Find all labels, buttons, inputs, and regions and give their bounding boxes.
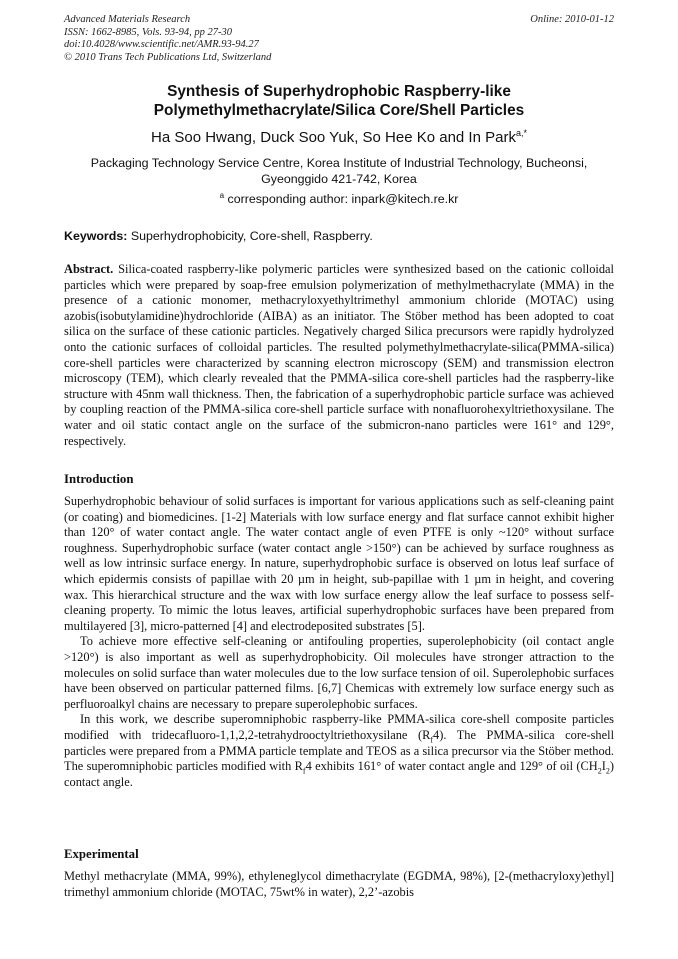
introduction-body <box>64 494 614 790</box>
title-line-2: Polymethylmethacrylate/Silica Core/Shell Particles <box>153 102 525 119</box>
author-affiliation-mark: a,* <box>515 128 527 138</box>
keywords-text: Superhydrophobicity, Core-shell, Raspberry. <box>130 229 373 243</box>
keywords <box>64 228 614 244</box>
affiliation-line-1: Packaging Technology Service Centre, Korea Institute of Industrial Technology, Bucheonsi, <box>90 156 588 170</box>
affiliation <box>64 155 614 187</box>
p3-subscript-2-b: 2 <box>605 766 610 776</box>
introduction-heading: Introduction <box>64 472 134 486</box>
experimental-paragraph-1: Methyl methacrylate (MMA, 99%), ethyleneglycol dimethacrylate (EGDMA, 98%), [2-(methacryloxy)ethyl] trimethyl ammonium chloride (MOTAC, 75wt% in water), 2,2’-azobis <box>64 869 614 899</box>
experimental-heading: Experimental <box>64 847 139 861</box>
p3-subscript-f-2: f <box>302 766 306 776</box>
title-line-1: Synthesis of Superhydrophobic Raspberry-like <box>167 83 511 100</box>
abstract-label: Abstract. <box>64 262 114 276</box>
doi-line: doi:10.4028/www.scientific.net/AMR.93-94.27 <box>64 39 259 50</box>
keywords-label: Keywords: <box>64 229 128 243</box>
intro-paragraph-2: To achieve more effective self-cleaning or antifouling properties, superolephobicity (oil contact angle >120°) is also important as well as superhydrophobicity. Oil molecules have stronger attraction to the molecules on solid surface than water molecules due to the low surface tension of oil. Superolephobic surfaces have been observed on particular patterned films. [6,7] Chemicas with extremely low surface energy such as perfluoroalkyl chains are necessary to prepare superolephobic surfaces. <box>64 634 614 711</box>
p3-part-c: 4 exhibits 161° of water contact angle and 129° of oil (CH <box>305 759 598 774</box>
intro-paragraph-3 <box>64 712 614 790</box>
affiliation-line-2: Gyeonggido 421-742, Korea <box>261 172 417 186</box>
p3-subscript-2-a: 2 <box>597 766 602 776</box>
corresponding-mark: a <box>219 190 225 200</box>
intro-paragraph-1: Superhydrophobic behaviour of solid surfaces is important for various applications such as self-cleaning paint (or coating) and biomedicines. [1-2] Materials with low surface energy and flat surface cannot exhibit higher than 120° of water contact angle. The water contact angle of even PTFE is only ~120° without surface roughness. Superhydrophobic surface (water contact angle >150°) can be achieved by surface roughness as well as low intrinsic surface energy. In nature, superhydrophobic surface is observed on lotus leaf surface of which epidermis consists of papillae with 20 µm in height, sub-papillae with 1 µm in height, and covering wax. This hierarchical structure and the wax with low surface energy allow the leaf surface to possess self-cleaning property. To mimic the lotus leaves, artificial superhydrophobic surfaces have been prepared from multilayered [3], micro-patterned [4] and electrodeposited substrates [5]. <box>64 494 614 633</box>
journal-name: Advanced Materials Research <box>64 14 191 25</box>
author-names: Ha Soo Hwang, Duck Soo Yuk, So Hee Ko and In Park <box>151 129 516 146</box>
copyright-line: © 2010 Trans Tech Publications Ltd, Switzerland <box>64 51 272 63</box>
online-date: Online: 2010-01-12 <box>530 14 614 25</box>
author-list <box>40 128 638 147</box>
journal-header <box>64 14 271 64</box>
paper-title <box>40 82 638 120</box>
p3-part-d: I <box>601 759 606 774</box>
corresponding-email: corresponding author: inpark@kitech.re.kr <box>227 192 459 206</box>
p3-part-e: ) contact angle. <box>64 759 614 789</box>
p3-part-a: In this work, we describe superomniphobic raspberry-like PMMA-silica core-shell composite particles modified with tridecafluoro-1,1,2,2-tetrahydrooctyltriethoxysilane (R <box>64 712 614 742</box>
issn-line: ISSN: 1662-8985, Vols. 93-94, pp 27-30 <box>64 26 232 38</box>
p3-subscript-f-1: f <box>430 735 434 745</box>
abstract-text: Silica-coated raspberry-like polymeric particles were synthesized based on the cationic colloidal particles which were prepared by soap-free emulsion polymerization of methylmethacrylate (MMA) in the presence of a cationic monomer, methacryloxyethyltrimethyl ammonium chloride (MOTAC) using azobis(isobutylamidine)hydrochloride (AIBA) as an initiator. The Stöber method has been adopted to coat silica on the surface of these cationic particles. Negatively charged Silica precursors were rapidly hydrolyzed onto the cationic surfaces of colloidal particles. The resulted polymethylmethacrylate-silica(PMMA-silica) core-shell particles were characterized by scanning electron microscopy (SEM) and transmission electron microscopy (TEM), which clearly revealed that the PMMA-silica core-shell particles had the raspberry-like structure with 45nm wall thickness. Then, the fabrication of a superhydrophobic particle surface was achieved by coupling reaction of the PMMA-silica core-shell particle surface with nonafluorohexyltriethoxysilane. The water and oil static contact angle on the surface of the submicron-nano particles were 161° and 129°, respectively. <box>64 262 614 448</box>
p3-part-b: 4). The PMMA-silica core-shell particles were prepared from a PMMA particle template and TEOS as a silica precursor via the Stöber method. The superomniphobic particles modified with R <box>64 727 615 774</box>
abstract <box>64 262 614 449</box>
corresponding-author <box>64 191 614 207</box>
experimental-body <box>64 869 614 900</box>
